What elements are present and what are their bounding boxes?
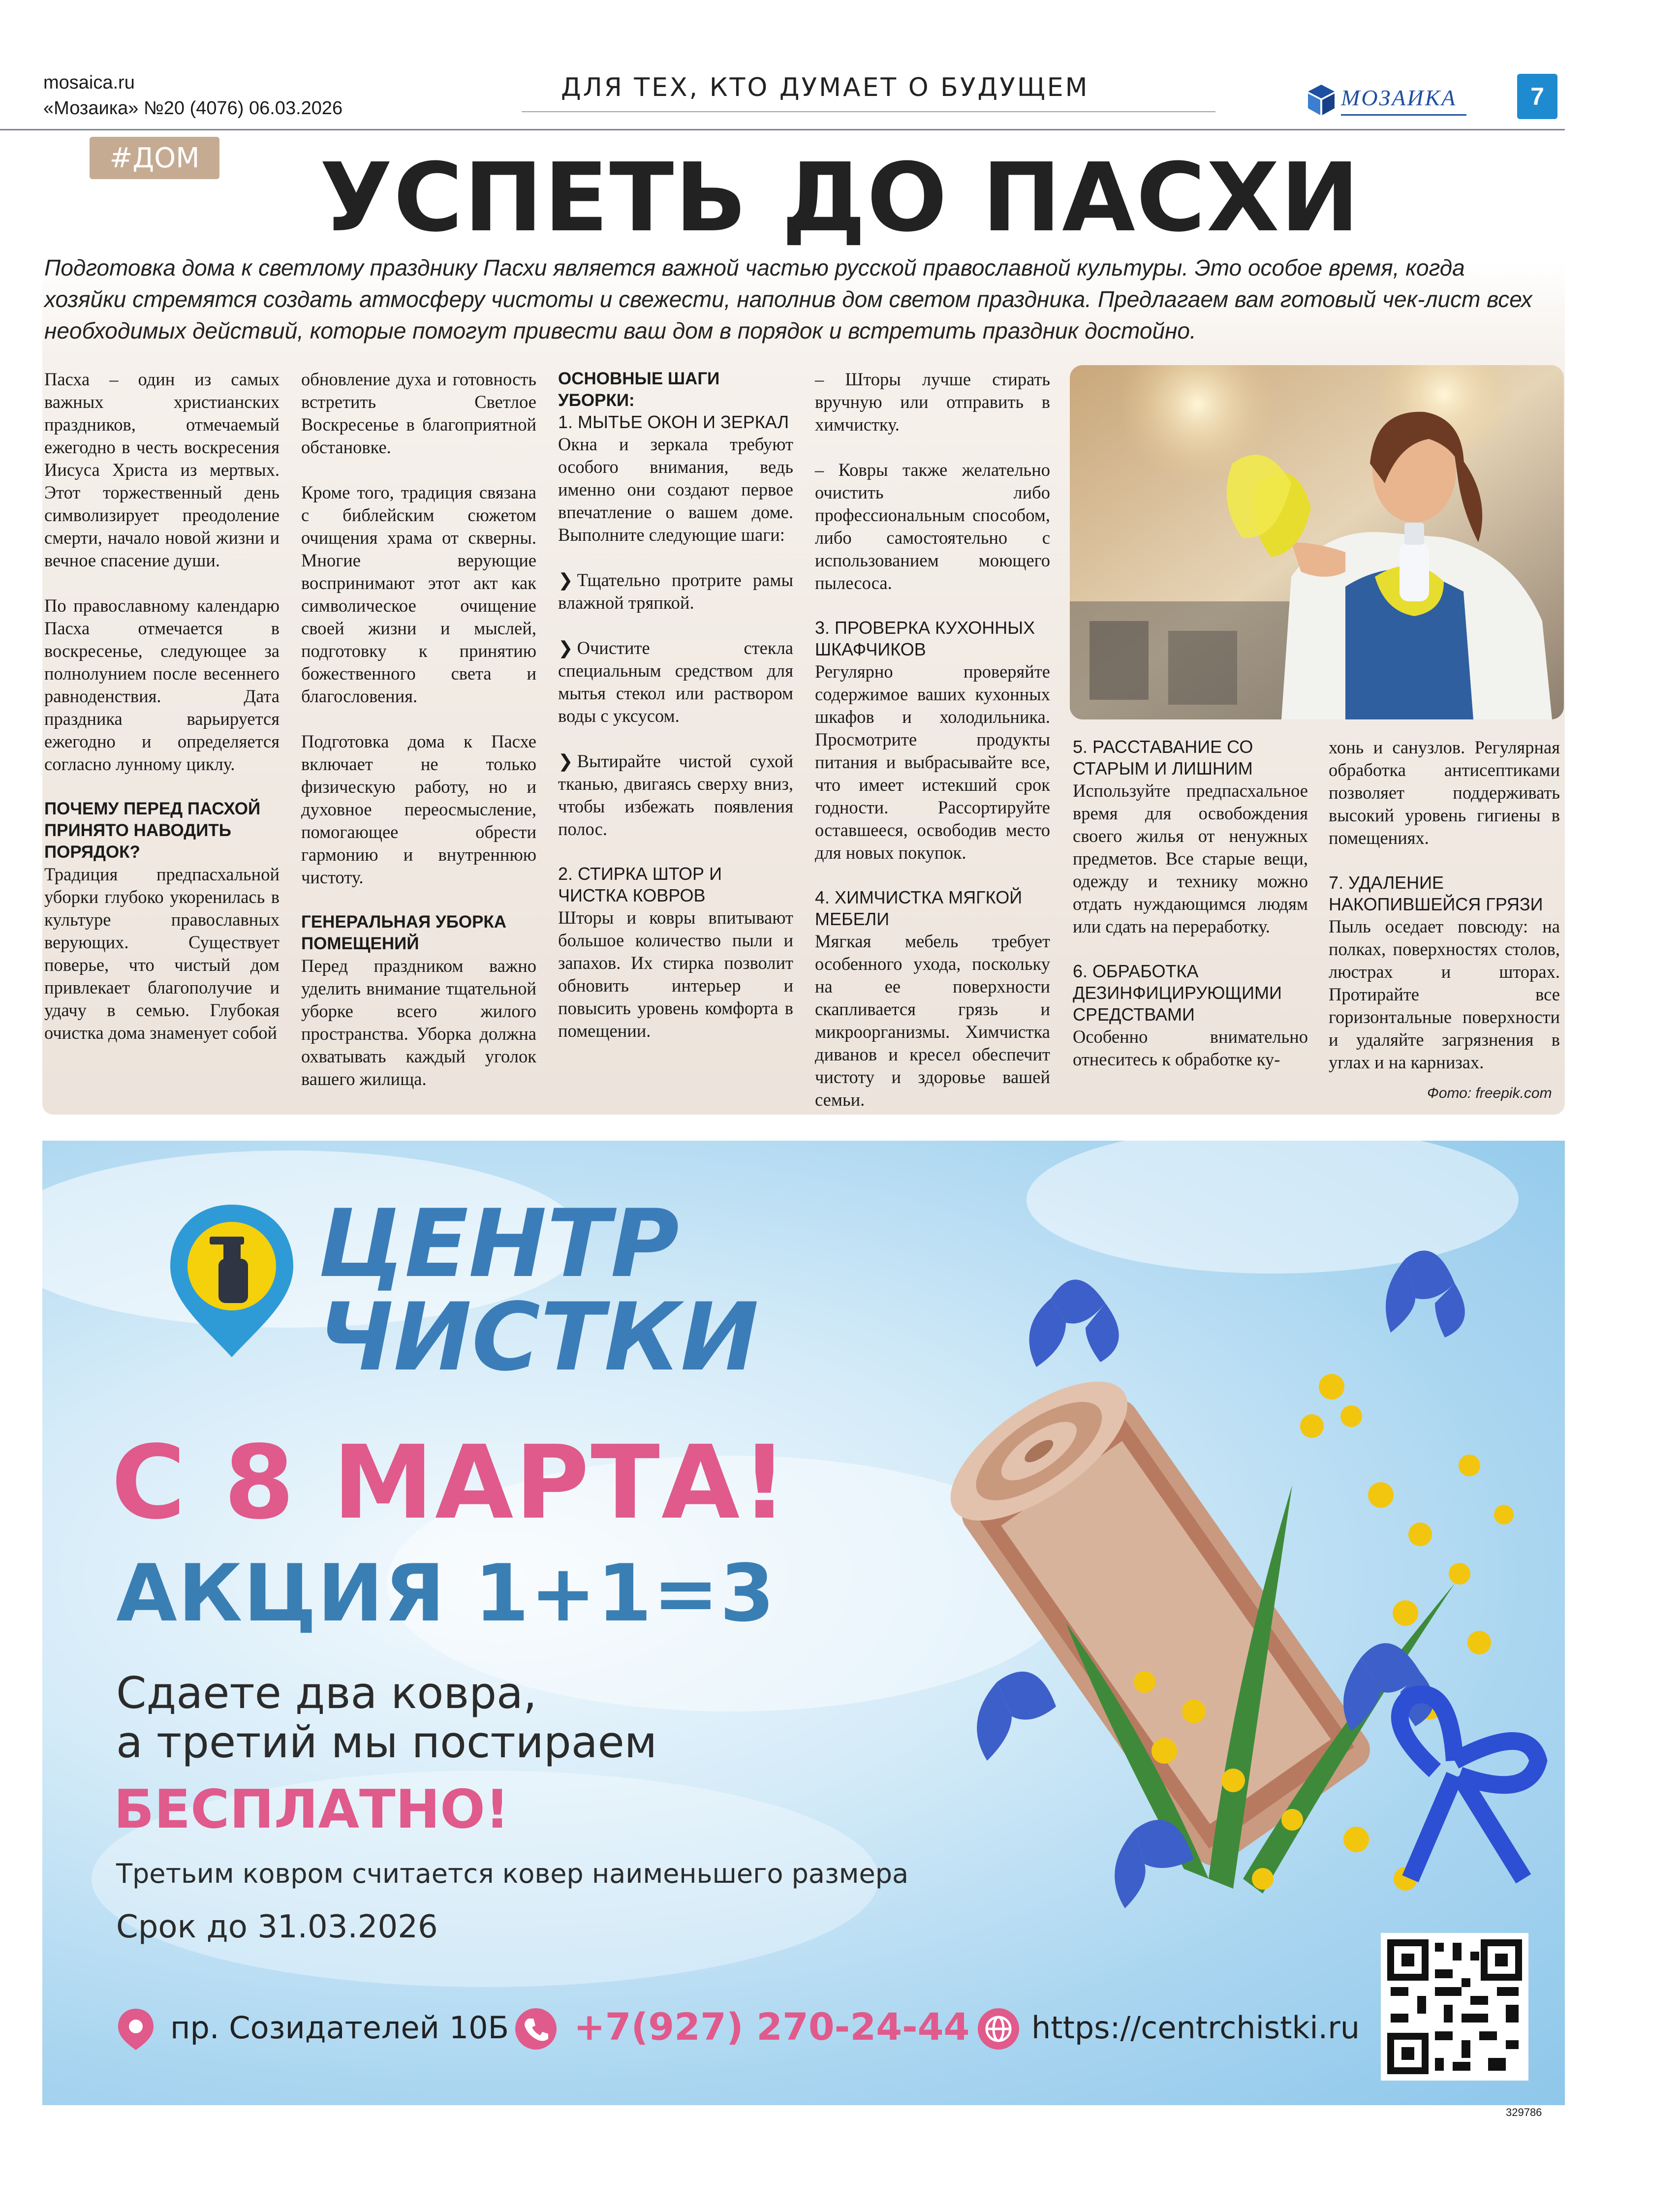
step-heading: 7. УДАЛЕНИЕ НАКОПИВШЕЙСЯ ГРЯЗИ [1329, 872, 1543, 914]
chevron-right-icon [558, 570, 577, 590]
header-slogan: ДЛЯ ТЕХ, КТО ДУМАЕТ О БУДУЩЕМ [561, 73, 1089, 102]
paragraph: хонь и санузлов. Регулярная обработка антисептиками позволяет поддерживать высокий уровень гигиены в помещениях. [1329, 737, 1560, 848]
article-photo [1070, 365, 1564, 719]
step-heading: 1. МЫТЬЕ ОКОН И ЗЕРКАЛ [558, 412, 789, 432]
header-rule [522, 111, 1215, 112]
paragraph: Регулярно проверяйте содержимое ваших кухонных шкафов и холодильника. Просмотрите продукты питания и выбрасывайте все, что имеет истекший срок годности. Рассортируйте оставшееся, освободив место для новых покупок. [815, 661, 1050, 863]
bullet-item: ❯ Тщательно протрите рамы влажной тряпкой. [558, 569, 793, 614]
location-icon [116, 2007, 156, 2051]
step-heading: 5. РАССТАВАНИЕ СО СТАРЫМ И ЛИШНИМ [1073, 737, 1253, 778]
mosaic-logo-icon [1304, 83, 1338, 118]
paragraph: Шторы и ковры впитывают большое количество пыли и запахов. Их стирка позволит обновить интерьер и повысить уровень комфорта в помещении. [558, 907, 793, 1041]
issue-info: «Мозаика» №20 (4076) 06.03.2026 [43, 98, 343, 119]
offer-line-2: а третий мы постираем [116, 1717, 657, 1768]
paragraph: обновление духа и готовность встретить Светлое Воскресенье в благоприятной обстановке. [301, 369, 536, 457]
section-tag: #ДОМ [90, 137, 219, 179]
free-label: БЕСПЛАТНО! [114, 1779, 510, 1840]
paragraph: Пыль оседает повсюду: на полках, поверхностях столов, люстрах и шторах. Протирайте все горизонтальные поверхности и удаляйте загрязнения в углах и на карнизах. [1329, 916, 1560, 1072]
step-heading: 4. ХИМЧИСТКА МЯГКОЙ МЕБЕЛИ [815, 887, 1023, 929]
article-column-4 [815, 368, 1050, 1134]
article-column-1 [44, 368, 280, 1067]
article-column-5 [1073, 736, 1308, 1093]
qr-code[interactable] [1381, 1933, 1528, 2081]
page-number: 7 [1517, 74, 1557, 119]
article-title: УСПЕТЬ ДО ПАСХИ [319, 143, 1361, 253]
paragraph: Особенно внимательно отнеситесь к обработке ку- [1073, 1027, 1308, 1069]
logo-underline [1341, 114, 1466, 116]
brand-name-line2: ЧИСТКИ [318, 1283, 759, 1392]
article-column-6 [1329, 736, 1560, 1096]
step-heading: 2. СТИРКА ШТОР И ЧИСТКА КОВРОВ [558, 864, 722, 905]
advertisement [42, 1141, 1565, 2105]
offer-note: Третьим ковром считается ковер наименьшего размера [116, 1858, 909, 1889]
subheading: ГЕНЕРАЛЬНАЯ УБОРКА ПОМЕЩЕНИЙ [301, 912, 507, 953]
location-pin-logo-icon [165, 1200, 298, 1362]
paragraph: – Шторы лучше стирать вручную или отправить в химчистку. [815, 369, 1050, 435]
subheading: ОСНОВНЫЕ ШАГИ УБОРКИ: [558, 369, 720, 410]
qr-code-icon [1381, 1933, 1528, 2081]
paragraph: Традиция предпасхальной уборки глубоко укоренилась в культуре православных верующих. Существует поверье, что чистый дом привлекает благополучие и удачу в семью. Глубокая очистка дома знаменует собой [44, 864, 280, 1043]
paragraph: Мягкая мебель требует особенного ухода, поскольку на ее поверхности скапливается грязь и микроорганизмы. Химчистка диванов и кресел обеспечит чистоту и здоровье вашей семьи. [815, 931, 1050, 1110]
globe-icon [977, 2008, 1020, 2050]
paragraph: Кроме того, традиция связана с библейским сюжетом очищения храма от скверны. Многие верующие воспринимают этот акт как символическое очищение своей жизни и мыслей, подготовку к принятию божественного света и благословения. [301, 482, 536, 706]
website-link[interactable]: https://centrchistki.ru [1031, 2010, 1360, 2046]
chevron-right-icon [558, 638, 577, 658]
top-divider [0, 129, 1565, 130]
promo-title: АКЦИЯ 1+1=3 [116, 1547, 776, 1639]
paragraph: Окна и зеркала требуют особого внимания, ведь именно они создают первое впечатление о вашем доме. Выполните следующие шаги: [558, 434, 793, 545]
subheading: ПОЧЕМУ ПЕРЕД ПАСХОЙ ПРИНЯТО НАВОДИТЬ ПОРЯДОК? [44, 799, 261, 862]
phone-icon [515, 2008, 557, 2050]
article-lead: Подготовка дома к светлому празднику Пасхи является важной частью русской православной культуры. Это особое время, когда хозяйки стремятся создать атмосферу чистоты и свежести, наполнив дом светом праздника. Предлагаем вам готовый чек-лист всех необходимых действий, которые помогут привести ваш дом в порядок и встретить праздник достойно. [44, 255, 1532, 343]
step-heading: 6. ОБРАБОТКА ДЕЗИНФИЦИРУЮЩИМИ СРЕДСТВАМИ [1073, 961, 1282, 1025]
cleaning-woman-photo [1070, 365, 1564, 719]
article-column-2 [301, 368, 536, 1113]
offer-line-1: Сдаете два ковра, [116, 1668, 537, 1718]
bullet-item: ❯ Вытирайте чистой сухой тканью, двигаясь сверху вниз, чтобы избежать появления полос. [558, 750, 793, 840]
paragraph: По православному календарю Пасха отмечается в воскресенье, следующее за полнолунием после весеннего равноденствия. Дата праздника варьируется ежегодно и определяется согласно лунному циклу. [44, 595, 280, 774]
offer-deadline: Срок до 31.03.2026 [116, 1909, 438, 1945]
newspaper-logo: МОЗАИКА [1341, 85, 1457, 110]
step-heading: 3. ПРОВЕРКА КУХОННЫХ ШКАФЧИКОВ [815, 618, 1035, 659]
photo-credit: Фото: freepik.com [1427, 1085, 1552, 1101]
bullet-item: ❯ Очистите стекла специальным средством для мытья стекол или раствором воды с уксусом. [558, 637, 793, 727]
paragraph: Подготовка дома к Пасхе включает не только физическую работу, но и духовное переосмысление, помогающее обрести гармонию и внутреннюю чистоту. [301, 731, 536, 887]
ad-headline: С 8 МАРТА! [111, 1424, 789, 1542]
carpet-and-flowers-illustration [889, 1239, 1565, 1967]
phone-number[interactable]: +7(927) 270-24-44 [574, 2005, 970, 2049]
address: пр. Созидателей 10Б [170, 2010, 509, 2046]
chevron-right-icon [558, 751, 577, 771]
ad-id: 329786 [1506, 2106, 1542, 2118]
paragraph: Используйте предпасхальное время для освобождения своего жилья от ненужных предметов. Все старые вещи, одежду и технику можно отдать нуждающимся людям или сдать на переработку. [1073, 780, 1308, 936]
paragraph: Пасха – один из самых важных христианских праздников, отмечаемый ежегодно в честь воскресения Иисуса Христа из мертвых. Этот торжественный день символизирует преодоление смерти, начало новой жизни и вечное спасение души. [44, 369, 280, 570]
brand-name-line1: ЦЕНТР [318, 1189, 679, 1298]
site-url[interactable]: mosaica.ru [43, 72, 135, 93]
article-column-3 [558, 368, 793, 1065]
paragraph: – Ковры также желательно очистить либо профессиональным способом, либо самостоятельно с использованием моющего пылесоса. [815, 460, 1050, 593]
paragraph: Перед праздником важно уделить внимание тщательной уборке всего жилого пространства. Уборка должна охватывать каждый уголок вашего жилища. [301, 956, 536, 1089]
